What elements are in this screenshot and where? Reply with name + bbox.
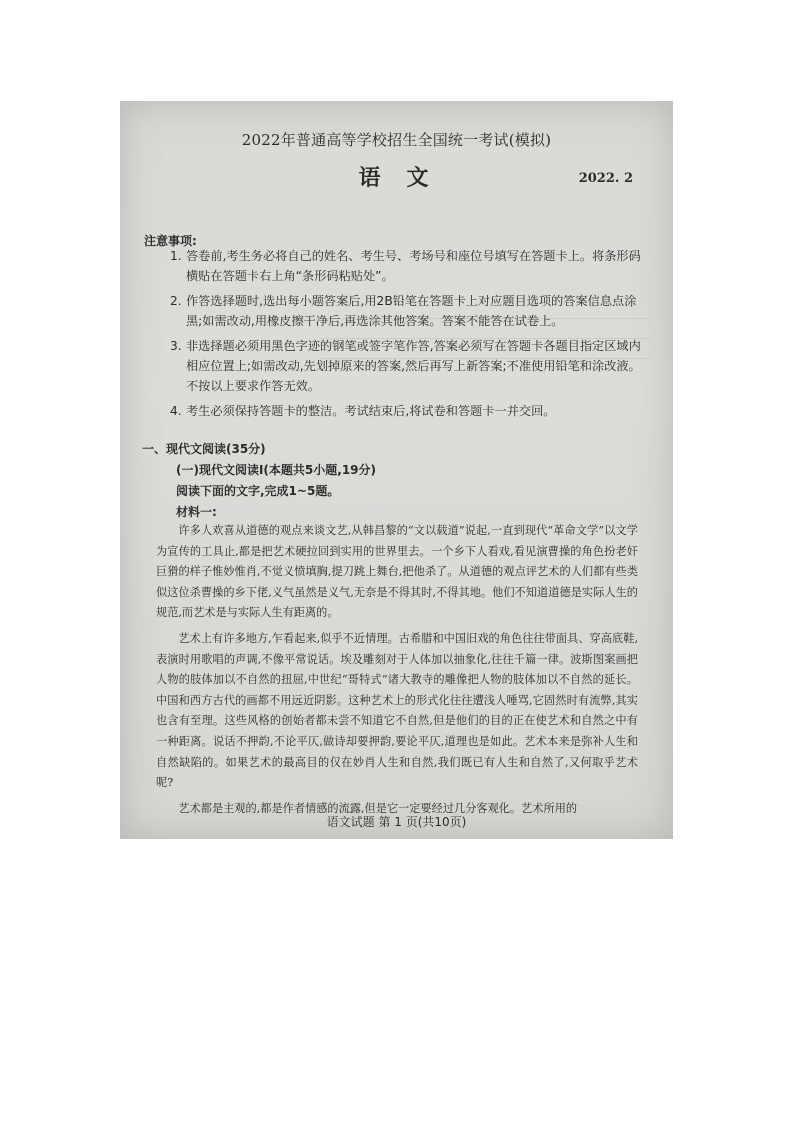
passage-paragraph: 许多人欢喜从道德的观点来谈文艺,从韩昌黎的“文以载道”说起,一直到现代“革命文学”以文学为宣传的工具止,都是把艺术硬拉回到实用的世界里去。一个乡下人看戏,看见演曹操的角色扮老奸巨猾的样子惟妙惟肖,不觉义愤填胸,提刀跳上舞台,把他杀了。从道德的观点评艺术的人们都有些类似这位杀曹操的乡下佬,义气虽然是义气,无奈是不得其时,不得其地。他们不知道道德是实际人生的规范,而艺术是与实际人生有距离的。 (156, 524, 638, 620)
reading-instruction: 阅读下面的文字,完成1~5题。 (176, 484, 340, 498)
notice-heading: 注意事项: (144, 234, 197, 248)
notice-item (172, 336, 642, 396)
notice-text: 答卷前,考生务必将自己的姓名、考生号、考场号和座位号填写在答题卡上。将条形码横贴在答题卡右上角“条形码粘贴处”。 (186, 249, 641, 283)
notice-number: 1. (170, 249, 182, 263)
notice-text: 作答选择题时,选出每小题答案后,用2B铅笔在答题卡上对应题目选项的答案信息点涂黑;如需改动,用橡皮擦干净后,再选涂其他答案。答案不能答在试卷上。 (186, 294, 637, 328)
notice-number: 4. (170, 404, 182, 418)
exam-date: 2022. 2 (578, 171, 633, 186)
notice-item (172, 401, 642, 421)
notice-item (172, 246, 642, 286)
subject-title: 语文 (358, 165, 455, 191)
notice-item (172, 291, 642, 331)
passage-paragraph: 艺术都是主观的,都是作者情感的流露,但是它一定要经过几分客观化。艺术所用的 (178, 801, 578, 815)
notice-number: 2. (170, 294, 182, 308)
exam-title: 2022年普通高等学校招生全国统一考试(模拟) (241, 131, 552, 149)
notice-list (172, 246, 642, 426)
notice-text: 考生必须保持答题卡的整洁。考试结束后,将试卷和答题卡一并交回。 (186, 404, 556, 418)
passage-paragraph: 艺术上有许多地方,乍看起来,似乎不近情理。古希腊和中国旧戏的角色往往带面具、穿高底鞋,表演时用歌唱的声调,不像平常说话。埃及雕刻对于人体加以抽象化,往往千篇一律。波斯图案画把人物的肢体加以不自然的扭屈,中世纪“哥特式”诸大教寺的雕像把人物的肢体加以不自然的延长。中国和西方古代的画都不用远近阴影。这种艺术上的形式化往往遭浅人唾骂,它固然时有流弊,其实也含有至理。这些风格的创始者都未尝不知道它不自然,但是他们的目的正在使艺术和自然之中有一种距离。说话不押韵,不论平仄,做诗却要押韵,要论平仄,道理也是如此。艺术本来是弥补人生和自然缺陷的。如果艺术的最高目的仅在妙肖人生和自然,我们既已有人生和自然了,又何取乎艺术呢? (156, 631, 638, 790)
section-heading: 一、现代文阅读(35分) (142, 442, 266, 456)
material-label: 材料一: (176, 505, 217, 519)
notice-number: 3. (170, 339, 182, 353)
subsection-heading: (一)现代文阅读Ⅰ(本题共5小题,19分) (176, 463, 377, 477)
exam-page-photo (120, 101, 673, 839)
page-footer: 语文试题 第 1 页(共10页) (326, 815, 467, 829)
notice-text: 非选择题必须用黑色字迹的钢笔或签字笔作答,答案必须写在答题卡各题目指定区域内相应位置上;如需改动,先划掉原来的答案,然后再写上新答案;不准使用铅笔和涂改液。不按以上要求作答无效。 (186, 339, 641, 393)
reading-passage (156, 521, 638, 824)
